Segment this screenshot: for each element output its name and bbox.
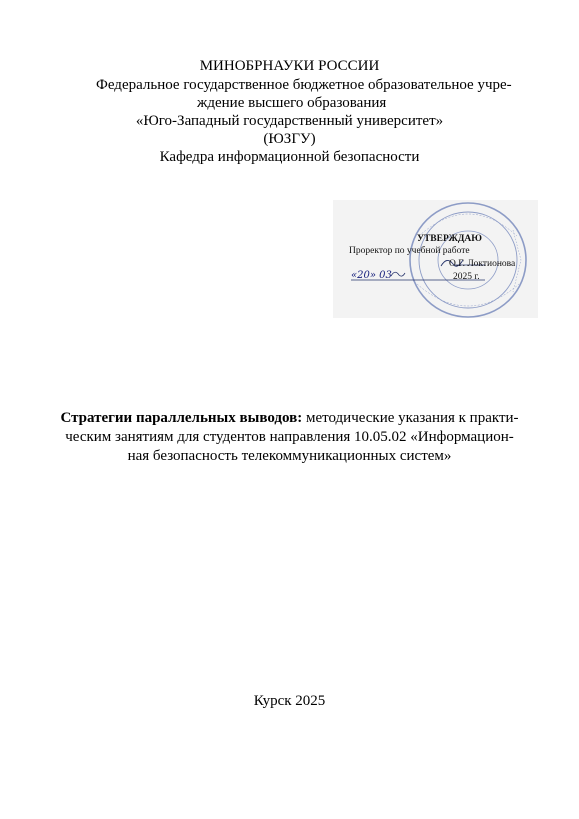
approval-stamp bbox=[333, 200, 538, 318]
document-title-line1 bbox=[0, 409, 579, 428]
document-title-line3: ная безопасность телекоммуникационных систем» bbox=[127, 448, 452, 464]
approver-position: Проректор по учебной работе bbox=[349, 246, 470, 256]
ministry-name: МИНОБРНАУКИ РОССИИ bbox=[199, 58, 380, 74]
university-name: «Юго-Западный государственный университет» bbox=[135, 113, 444, 129]
department-name: Кафедра информационной безопасности bbox=[159, 149, 420, 165]
document-title-rest: методические указания к практи- bbox=[302, 410, 519, 426]
approver-name: О.Г. Локтионова bbox=[449, 259, 516, 269]
university-abbreviation: (ЮЗГУ) bbox=[263, 131, 316, 147]
document-title-bold: Стратегии параллельных выводов: bbox=[60, 410, 303, 426]
institution-type-line1: Федеральное государственное бюджетное образовательное учре- bbox=[96, 77, 512, 93]
approval-year: 2025 г. bbox=[453, 272, 480, 282]
approval-title: УТВЕРЖДАЮ bbox=[417, 234, 482, 244]
institution-type-line2: ждение высшего образования bbox=[197, 95, 387, 111]
document-title-line2: ческим занятиям для студентов направления 10.05.02 «Информацион- bbox=[65, 429, 514, 445]
city-year: Курск 2025 bbox=[253, 693, 326, 709]
approval-date-handwritten: «20» 03 bbox=[351, 270, 392, 281]
document-title bbox=[0, 409, 579, 466]
